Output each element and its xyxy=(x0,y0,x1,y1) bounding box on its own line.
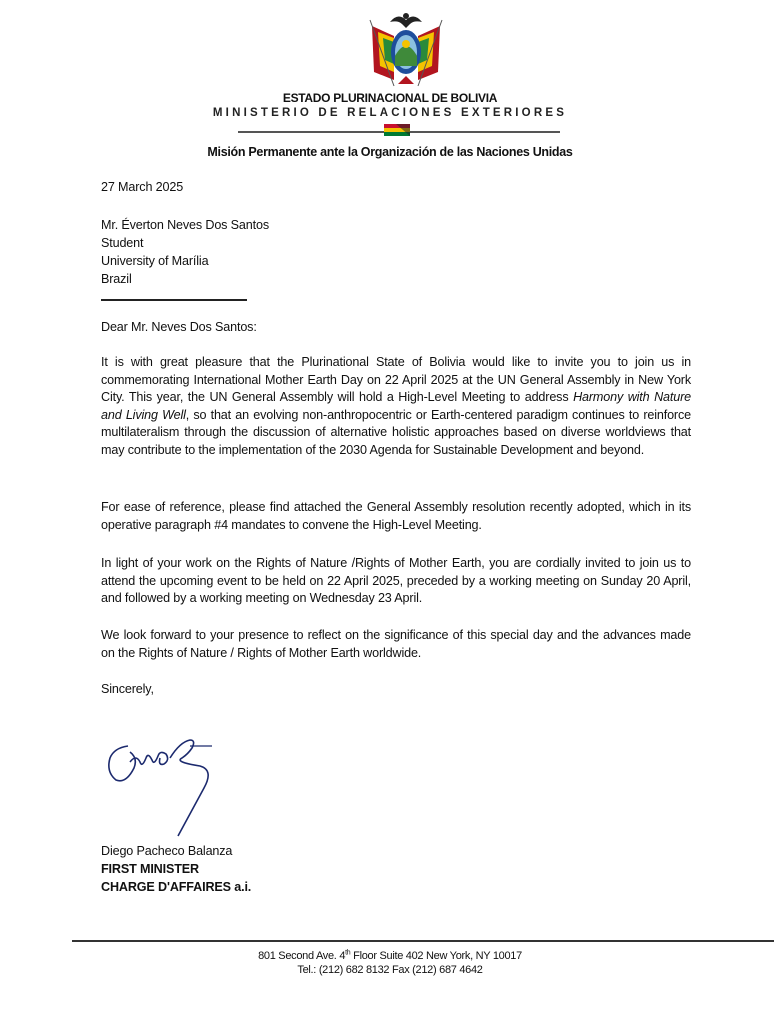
closing: Sincerely, xyxy=(101,682,154,696)
recipient-underline xyxy=(101,299,247,301)
footer-address xyxy=(0,950,780,962)
bolivia-coat-of-arms-icon xyxy=(364,6,448,90)
letterhead-ministry: MINISTERIO DE RELACIONES EXTERIORES xyxy=(212,107,568,119)
footer-address-part: Floor Suite 402 New York, NY 10017 xyxy=(350,950,522,962)
signatory-name: Diego Pacheco Balanza xyxy=(101,844,233,858)
recipient-block xyxy=(101,216,691,288)
recipient-role: Student xyxy=(101,236,144,250)
paragraph-closing-remarks: We look forward to your presence to reflect on the significance of this special day and the advances made on the Rights of Nature / Rights of Mother Earth worldwide. xyxy=(101,628,691,660)
handwritten-signature-icon xyxy=(100,732,230,837)
footer-phone-fax: Tel.: (212) 682 8132 Fax (212) 687 4642 xyxy=(297,964,483,976)
bolivia-flag-icon xyxy=(384,124,410,136)
meeting-theme: Harmony with Nature and Living Well xyxy=(101,390,691,422)
paragraph-invitation xyxy=(101,354,691,460)
paragraph-resolution: For ease of reference, please find attached the General Assembly resolution recently adopted, which in its operative paragraph #4 mandates to convene the High-Level Meeting. xyxy=(101,500,691,532)
footer-divider xyxy=(72,940,774,942)
footer-address-part: 801 Second Ave. 4 xyxy=(258,950,346,962)
letter-date: 27 March 2025 xyxy=(101,180,184,194)
recipient-name: Mr. Éverton Neves Dos Santos xyxy=(101,218,269,232)
letterhead-mission: Misión Permanente ante la Organización de las Naciones Unidas xyxy=(207,145,573,159)
letterhead-state: ESTADO PLURINACIONAL DE BOLIVIA xyxy=(282,91,498,105)
paragraph-invitation-text-1: It is with great pleasure that the Plurinational State of Bolivia would like to invite you to join us in commemorating International Mother Earth Day on 22 April 2025 at the UN General Assembly in New York City. This year, the UN General Assembly will hold a High-Level Meeting to address xyxy=(101,355,691,405)
salutation: Dear Mr. Neves Dos Santos: xyxy=(101,320,257,334)
footer-address-ordinal: th xyxy=(345,949,351,957)
paragraph-event-details: In light of your work on the Rights of Nature /Rights of Mother Earth, you are cordially invited to join us to attend the upcoming event to be held on 22 April 2025, preceded by a working meeting on Sunday 20 April, and followed by a working meeting on Wednesday 23 April. xyxy=(101,556,691,606)
recipient-country: Brazil xyxy=(101,272,132,286)
recipient-institution: University of Marília xyxy=(101,254,209,268)
signatory-title: FIRST MINISTER xyxy=(101,862,199,876)
paragraph-invitation-text-2: , so that an evolving non-anthropocentric or Earth-centered paradigm continues to reinforce multilateralism through the discussion of alternative holistic approaches based on diverse worldviews that may contribute to the implementation of the 2030 Agenda for Sustainable Development and beyond. xyxy=(101,407,691,457)
signatory-title-2: CHARGE D'AFFAIRES a.i. xyxy=(101,880,252,894)
